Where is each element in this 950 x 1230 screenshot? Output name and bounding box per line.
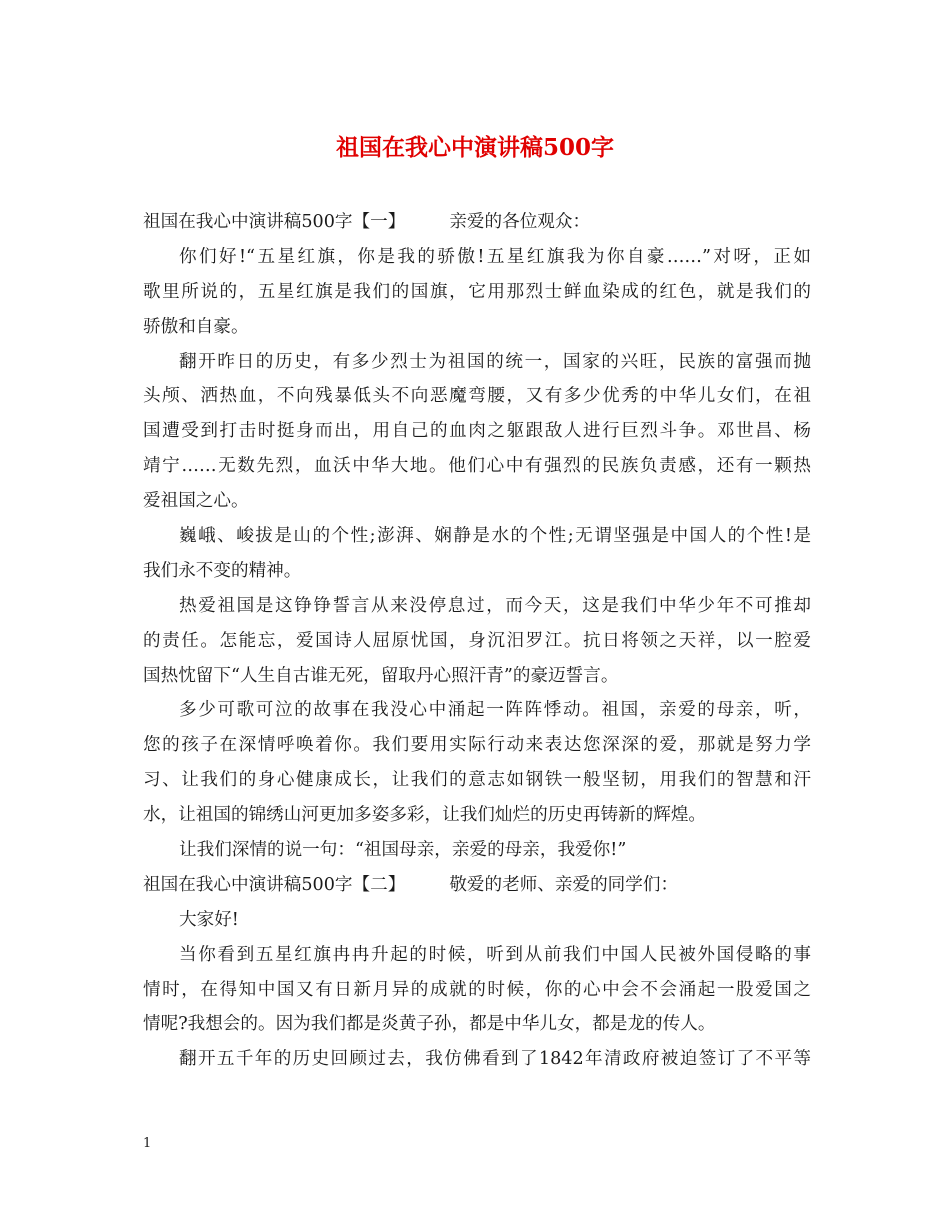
text-line: 翻开五千年的历史回顾过去，我仿佛看到了1842年清政府被迫签订了不平等 (179, 1049, 811, 1070)
document-title: 祖国在我心中演讲稿500字 (335, 134, 614, 161)
text-line: 习、让我们的身心健康成长，让我们的意志如钢铁一般坚韧，用我们的智慧和汗 (143, 770, 811, 791)
document-body (143, 205, 811, 1077)
text-line: 情呢?我想会的。因为我们都是炎黄子孙，都是中华儿女，都是龙的传人。 (143, 1014, 716, 1035)
section-heading-line (143, 205, 811, 240)
text-line: 国热忱留下“人生自古谁无死，留取丹心照汗青”的豪迈誓言。 (143, 665, 619, 686)
text-line: 您的孩子在深情呼唤着你。我们要用实际行动来表达您深深的爱，那就是努力学 (143, 735, 811, 756)
section-heading: 祖国在我心中演讲稿500字【二】 (143, 874, 406, 895)
text-line: 歌里所说的，五星红旗是我们的国旗，它用那烈士鲜血染成的红色，就是我们的 (143, 281, 811, 302)
text-line: 巍峨、峻拔是山的个性;澎湃、娴静是水的个性;无谓坚强是中国人的个性!是 (179, 526, 811, 547)
section-heading-line (143, 868, 811, 903)
text-line: 大家好! (179, 909, 239, 930)
salutation: 敬爱的老师、亲爱的同学们： (449, 874, 679, 895)
section-heading: 祖国在我心中演讲稿500字【一】 (143, 212, 406, 232)
text-line: 头颅、洒热血，不向残暴低头不向恶魔弯腰，又有多少优秀的中华儿女们，在祖 (143, 386, 811, 407)
text-line: 热爱祖国是这铮铮誓言从来没停息过，而今天，这是我们中华少年不可推却 (179, 595, 811, 616)
text-line: 当你看到五星红旗冉冉升起的时候，听到从前我们中国人民被外国侵略的事 (179, 944, 811, 965)
text-line: 的责任。怎能忘，爱国诗人屈原忧国，身沉汨罗江。抗日将领之天祥，以一腔爱 (143, 630, 811, 651)
text-line: 我们永不变的精神。 (143, 560, 302, 581)
text-line: 骄傲和自豪。 (143, 316, 249, 337)
text-line: 让我们深情的说一句：“祖国母亲，亲爱的母亲，我爱你!” (179, 840, 627, 861)
text-line: 爱祖国之心。 (143, 491, 249, 512)
salutation: 亲爱的各位观众： (449, 212, 591, 232)
page-number: 1 (143, 1136, 152, 1151)
text-line: 情时，在得知中国又有日新月异的成就的时候，你的心中会不会涌起一股爱国之 (143, 979, 811, 1000)
text-line: 多少可歌可泣的故事在我没心中涌起一阵阵悸动。祖国，亲爱的母亲，听， (179, 700, 811, 721)
text-line: 翻开昨日的历史，有多少烈士为祖国的统一，国家的兴旺，民族的富强而抛 (179, 351, 811, 372)
text-line: 国遭受到打击时挺身而出，用自己的血肉之躯跟敌人进行巨烈斗争。邓世昌、杨 (143, 421, 811, 442)
text-line: 靖宁……无数先烈，血沃中华大地。他们心中有强烈的民族负责感，还有一颗热 (143, 456, 811, 477)
text-line: 水，让祖国的锦绣山河更加多姿多彩，让我们灿烂的历史再铸新的辉煌。 (143, 805, 707, 826)
text-line: 你们好!“五星红旗，你是我的骄傲!五星红旗我为你自豪……”对呀，正如 (179, 246, 811, 267)
